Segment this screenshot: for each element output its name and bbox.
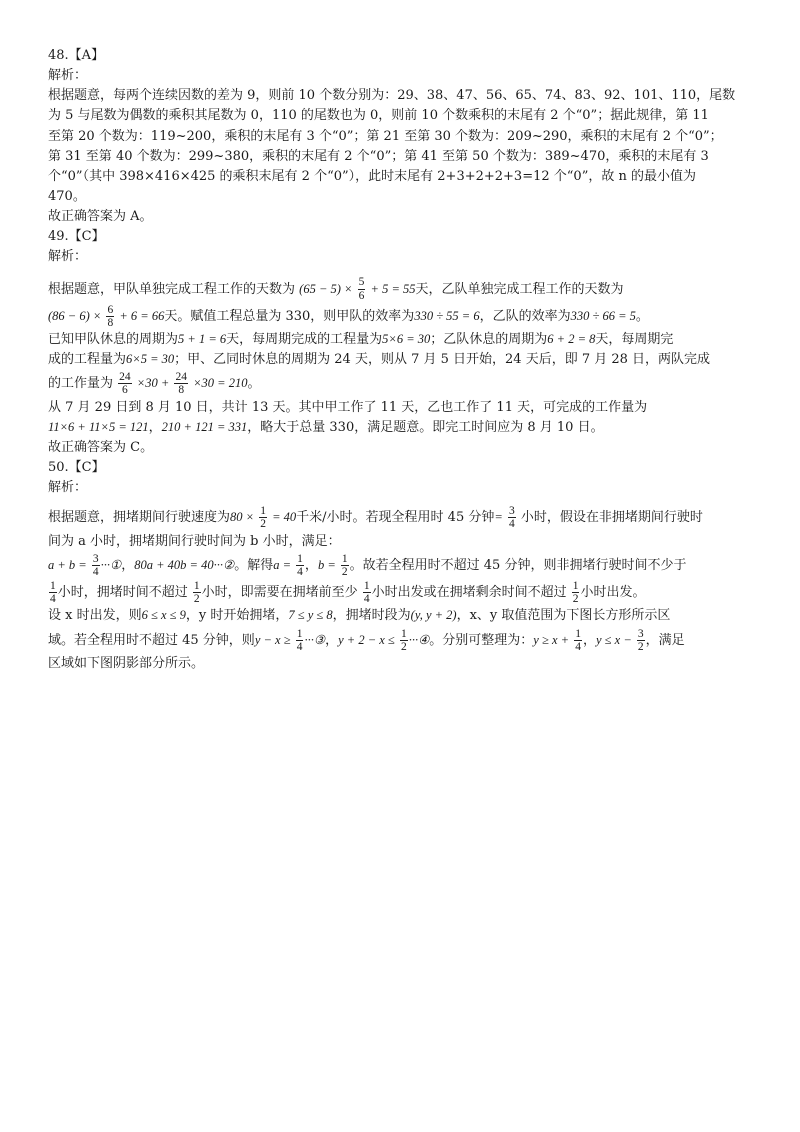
text: 小时，拥堵时间不超过 — [57, 585, 188, 601]
q49-line-1 — [48, 276, 760, 303]
formula: 5 + 1 = 6 — [178, 332, 227, 347]
numerator: 1 — [575, 627, 581, 640]
denominator: 4 — [50, 593, 56, 606]
formula: b = — [317, 557, 336, 572]
fraction — [358, 276, 366, 301]
q50-line-3 — [48, 552, 760, 579]
q50-line-6 — [48, 627, 760, 654]
fraction — [508, 505, 516, 530]
denominator: 2 — [637, 640, 644, 653]
numerator: 1 — [297, 552, 303, 565]
fraction — [637, 628, 645, 653]
q50-analysis-label: 解析： — [48, 480, 88, 496]
numerator: 1 — [400, 627, 407, 640]
text: ，乙队的效率为 — [479, 308, 571, 324]
denominator: 2 — [400, 640, 407, 653]
q49-line-6: 从 7 月 29 日到 8 月 10 日，共计 13 天。其中甲工作了 11 天，乙也工作了 11 天，可完成的工作量为 — [48, 399, 648, 415]
formula: ×30 + — [136, 376, 170, 391]
q49-line-7 — [48, 418, 760, 438]
formula: 5×6 = 30 — [382, 332, 431, 347]
formula: y − x ≥ — [254, 632, 291, 647]
formula: ×30 = 210 — [193, 376, 248, 391]
q48-analysis-label: 解析： — [48, 68, 88, 84]
text: 小时，假设在非拥堵期间行驶时 — [520, 510, 703, 526]
text: ；甲、乙同时休息的周期为 24 天，则从 7 月 5 日开始，24 天后，即 7 月 28 日，两队完成 — [174, 352, 711, 368]
fraction — [296, 628, 304, 653]
text: 根据题意，甲队单独完成工程工作的天数为 — [48, 281, 296, 297]
q49-line-2 — [48, 303, 760, 330]
text: 域。若全程用时不超过 45 分钟，则 — [48, 632, 255, 648]
q50-line-2: 间为 a 小时，拥堵期间行驶时间为 b 小时，满足： — [48, 533, 341, 549]
q50-heading: 50.【C】 — [48, 460, 105, 476]
denominator: 8 — [178, 384, 185, 397]
formula: 210 + 121 = 331 — [161, 419, 248, 434]
fraction — [193, 580, 201, 605]
text: ，略大于总量 330，满足题意。即完工时间应为 8 月 10 日。 — [247, 419, 604, 435]
formula: y ≥ x + — [533, 632, 570, 647]
formula: (y, y + 2) — [410, 608, 457, 623]
formula: + 6 = 66 — [119, 308, 165, 323]
formula: ···③ — [304, 632, 326, 647]
formula: a + b = — [48, 557, 87, 572]
q48-line-3: 至第 20 个数为：119~200，乘积的末尾有 3 个“0”；第 21 至第 30 个数为：209~290，乘积的末尾有 2 个“0”； — [48, 128, 723, 144]
q49-conclusion: 故正确答案为 C。 — [48, 440, 154, 455]
formula: 330 ÷ 55 = 6 — [414, 308, 480, 323]
text: 千米/小时。若现全程用时 45 分钟 — [296, 510, 495, 526]
text: 天。赋值工程总量为 330，则甲队的效率为 — [164, 308, 415, 324]
formula: 6×5 = 30 — [126, 352, 175, 367]
text: 。分别可整理为： — [429, 632, 534, 648]
q49-line-5 — [48, 370, 760, 397]
q48-line-5: 个“0”（其中 398×416×425 的乘积末尾有 2 个“0”），此时末尾有 2+3+2+2+3=12 个“0”，故 n 的最小值为 — [48, 168, 696, 184]
text: ， — [121, 557, 135, 573]
q49-line-3 — [48, 330, 760, 350]
q48-conclusion: 故正确答案为 A。 — [48, 209, 153, 225]
q49-line-4 — [48, 350, 760, 370]
text: 天，每周期完 — [595, 332, 674, 348]
numerator: 6 — [107, 303, 114, 316]
formula: = 40 — [272, 510, 297, 525]
answer-explanations — [48, 46, 760, 674]
fraction — [118, 371, 132, 396]
denominator: 2 — [341, 565, 348, 578]
text: ， — [148, 419, 162, 435]
text: ，x、y 取值范围为下图长方形所示区 — [456, 608, 671, 624]
text: 。解得 — [234, 557, 274, 573]
denominator: 4 — [575, 640, 581, 653]
denominator: 6 — [358, 289, 365, 302]
text: ，y 时开始拥堵， — [185, 608, 289, 624]
fraction — [363, 580, 371, 605]
fraction — [259, 505, 267, 530]
fraction — [296, 553, 304, 578]
numerator: 1 — [572, 580, 579, 593]
formula: a = — [273, 557, 292, 572]
numerator: 24 — [119, 371, 131, 384]
text: 小时，即需要在拥堵前至少 — [201, 585, 358, 601]
text: ；乙队休息的周期为 — [430, 332, 548, 348]
fraction — [341, 553, 349, 578]
denominator: 4 — [92, 565, 99, 578]
denominator: 2 — [193, 593, 200, 606]
fraction — [92, 553, 100, 578]
numerator: 3 — [508, 505, 515, 518]
fraction — [49, 580, 57, 605]
fraction — [572, 580, 580, 605]
q48-line-6: 470。 — [48, 188, 86, 204]
formula: ···④ — [408, 632, 430, 647]
formula: (65 − 5) × — [299, 281, 353, 296]
formula: 11×6 + 11×5 = 121 — [48, 419, 149, 434]
formula: 7 ≤ y ≤ 8 — [288, 608, 333, 623]
denominator: 8 — [107, 316, 114, 329]
denominator: 2 — [572, 593, 579, 606]
denominator: 4 — [508, 518, 515, 531]
text: ，拥堵时段为 — [332, 608, 411, 624]
text: 。 — [247, 376, 261, 392]
text: ， — [325, 632, 339, 648]
formula: y ≤ x − — [595, 632, 632, 647]
denominator: 6 — [122, 384, 128, 397]
text: ， — [304, 557, 318, 573]
formula: + 5 = 55 — [370, 281, 416, 296]
text: 天，乙队单独完成工程工作的天数为 — [415, 281, 624, 297]
numerator: 1 — [50, 580, 56, 593]
q48-line-4: 第 31 至第 40 个数为：299~380，乘积的末尾有 2 个“0”；第 41 至第 50 个数为：389~470，乘积的末尾有 3 — [48, 148, 709, 164]
formula: = — [494, 510, 503, 525]
numerator: 3 — [637, 627, 644, 640]
text: 。 — [635, 308, 649, 324]
q50-line-1 — [48, 504, 760, 531]
q49-analysis-label: 解析： — [48, 249, 88, 265]
text: ，满足 — [645, 632, 685, 648]
q48-line-2: 为 5 与尾数为偶数的乘积其尾数为 0，110 的尾数也为 0，则前 10 个数乘积的末尾有 2 个“0”；据此规律，第 11 — [48, 108, 709, 124]
text: 。故若全程用时不超过 45 分钟，则非拥堵行驶时间不少于 — [349, 557, 687, 573]
numerator: 1 — [193, 580, 200, 593]
fraction — [174, 371, 188, 396]
text: ， — [582, 632, 596, 648]
formula: 6 ≤ x ≤ 9 — [141, 608, 186, 623]
formula: 330 ÷ 66 = 5 — [570, 308, 636, 323]
formula: 80a + 40b = 40···② — [134, 557, 235, 572]
text: 已知甲队休息的周期为 — [48, 332, 179, 348]
q48-line-1: 根据题意，每两个连续因数的差为 9，则前 10 个数分别为：29、38、47、56、65、74、83、92、101、110，尾数 — [48, 88, 736, 104]
formula: ···① — [100, 557, 122, 572]
numerator: 1 — [363, 580, 370, 593]
text: 小时出发。 — [580, 585, 646, 601]
text: 设 x 时出发，则 — [48, 608, 142, 624]
q48-heading: 48.【A】 — [48, 48, 105, 63]
denominator: 2 — [260, 518, 266, 531]
fraction — [400, 628, 408, 653]
numerator: 3 — [92, 552, 99, 565]
formula: y + 2 − x ≤ — [338, 632, 395, 647]
text: 的工作量为 — [48, 376, 114, 392]
q50-line-5 — [48, 606, 760, 626]
numerator: 1 — [296, 627, 303, 640]
numerator: 1 — [260, 505, 266, 518]
q50-line-7: 区域如下图阴影部分所示。 — [48, 655, 205, 671]
formula: 80 × — [230, 510, 255, 525]
formula: (86 − 6) × — [48, 308, 102, 323]
formula: 6 + 2 = 8 — [547, 332, 596, 347]
numerator: 1 — [341, 552, 348, 565]
text: 天，每周期完成的工程量为 — [226, 332, 383, 348]
q50-line-4 — [48, 579, 760, 606]
denominator: 4 — [296, 640, 303, 653]
numerator: 5 — [358, 276, 365, 289]
numerator: 24 — [175, 371, 187, 384]
fraction — [574, 628, 582, 653]
text: 成的工程量为 — [48, 352, 127, 368]
text: 小时出发或在拥堵剩余时间不超过 — [371, 585, 567, 601]
q49-heading: 49.【C】 — [48, 229, 105, 245]
denominator: 4 — [297, 565, 303, 578]
text: 根据题意，拥堵期间行驶速度为 — [48, 510, 231, 526]
denominator: 4 — [363, 593, 370, 606]
fraction — [106, 304, 114, 329]
